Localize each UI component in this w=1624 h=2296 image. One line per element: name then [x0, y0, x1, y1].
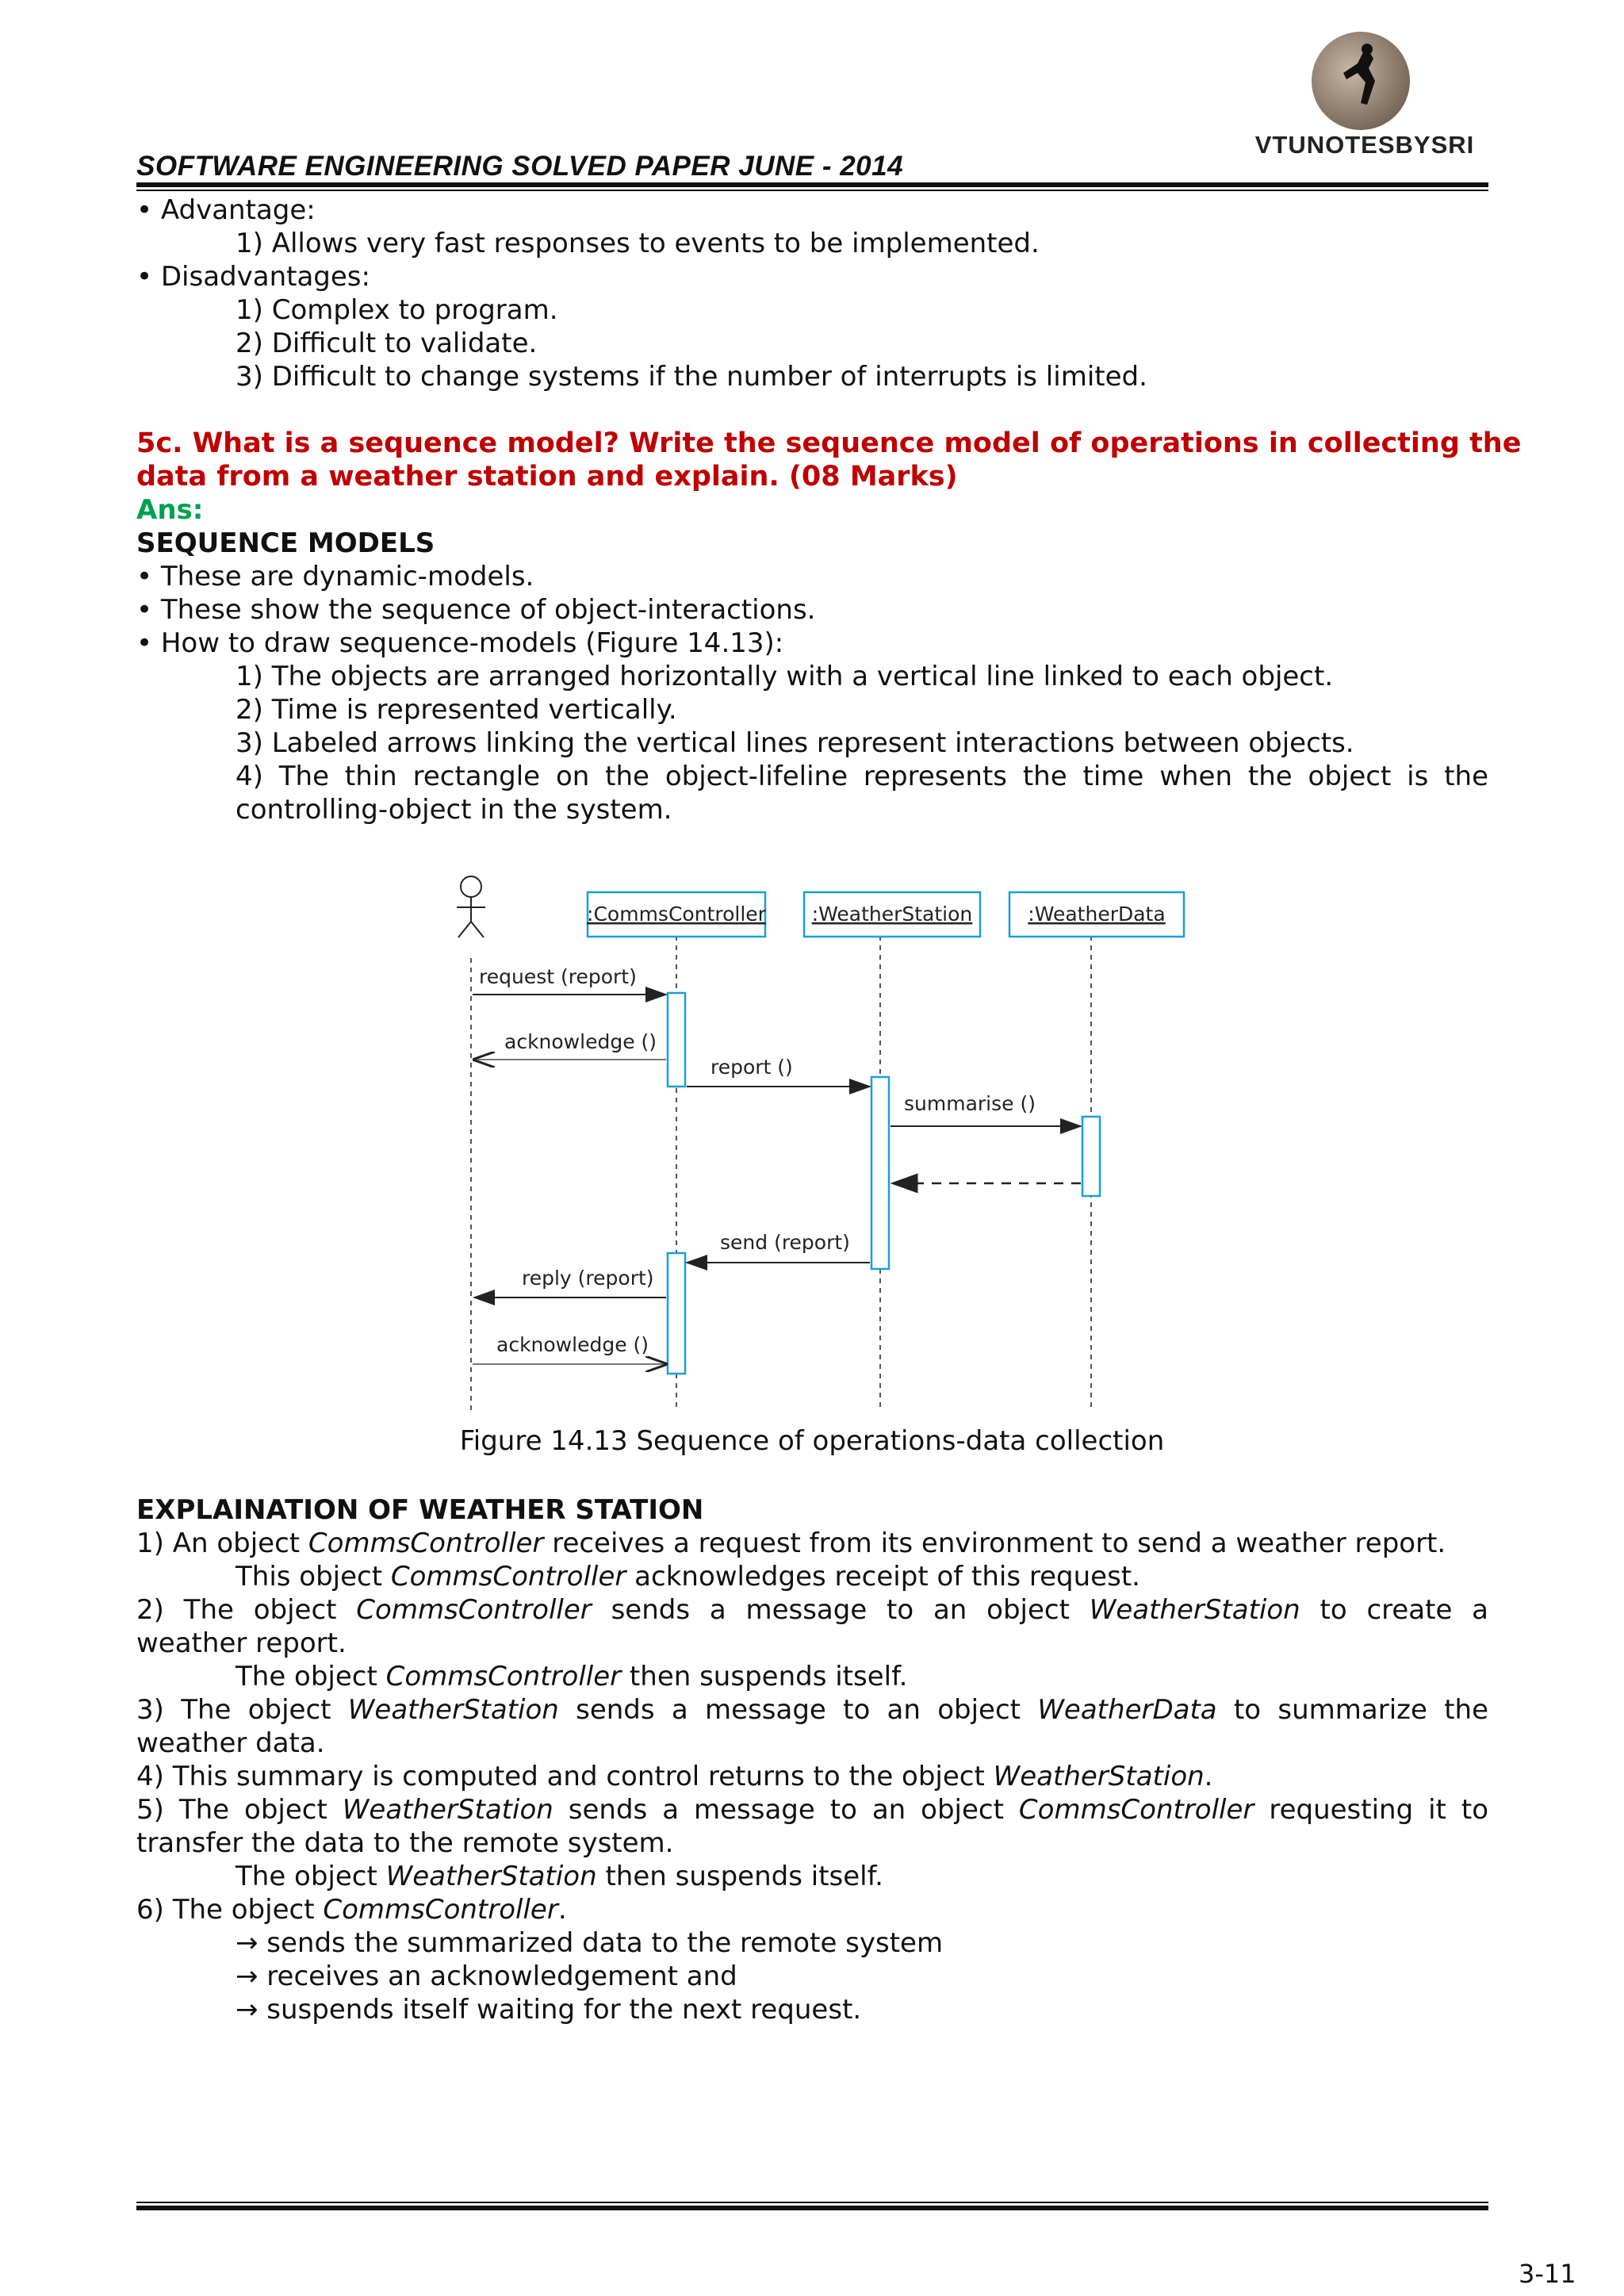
question-line-2: data from a weather station and explain. (08 Marks): [136, 461, 958, 493]
footer-rule-thin: [136, 2202, 1488, 2203]
figure-caption: Figure 14.13 Sequence of operations-data collection: [459, 1425, 1165, 1457]
bullet-item: • How to draw sequence-models (Figure 14.13):: [136, 627, 784, 659]
activation-bar: [1082, 1117, 1100, 1196]
answer-label: Ans:: [136, 494, 204, 526]
activation-bar: [668, 1253, 685, 1374]
step-item: 4) The thin rectangle on the object-lifeline represents the time when the object is the: [236, 761, 1488, 792]
page-content: [136, 194, 1522, 826]
object-label: :WeatherStation: [811, 903, 973, 926]
step-item: 1) The objects are arranged horizontally with a vertical line linked to each object.: [236, 661, 1334, 692]
arrow-item: → suspends itself waiting for the next request.: [236, 1994, 862, 2026]
bullet-item: • These show the sequence of object-interactions.: [136, 594, 816, 626]
advantage-label: • Advantage:: [136, 194, 316, 226]
explanation-section: EXPLAINATION OF WEATHER STATION 1) An object CommsController receives a request from its environment to send a weather report. This object CommsController acknowledges receipt of this request. 2) The object CommsController sends a message to an object WeatherStation to create a weather report. The object CommsController then suspends itself. 3) The object WeatherStation sends a message to an object WeatherData to summarize the weather data. 4) This summary is computed and control returns to the object WeatherStation. 5) The object WeatherStation sends a message to an object CommsController requesting it to transfer the data to the remote system. The object WeatherStation then suspends itself. 6) The object CommsController. → sends the summarized data to the remote system → receives an acknowledgement and → suspends itself waiting for the next request.: [136, 1494, 1489, 2026]
explanation-paragraph: 2) The object CommsController sends a message to an object WeatherStation to create a: [136, 1594, 1488, 1626]
object-label: :CommsController: [587, 903, 766, 926]
page-header-title: SOFTWARE ENGINEERING SOLVED PAPER JUNE - 2014: [136, 151, 904, 182]
activation-bar: [871, 1077, 889, 1269]
sequence-diagram: [428, 864, 1205, 1420]
explanation-paragraph: 3) The object WeatherStation sends a message to an object WeatherData to summarize the: [136, 1694, 1489, 1726]
message-label: acknowledge (): [504, 1030, 657, 1053]
step-item: 3) Labeled arrows linking the vertical lines represent interactions between objects.: [236, 727, 1354, 759]
climber-logo-icon: [1312, 32, 1410, 130]
disadvantage-item: 3) Difficult to change systems if the number of interrupts is limited.: [236, 361, 1147, 393]
explanation-paragraph: 5) The object WeatherStation sends a message to an object CommsController requesting it to: [136, 1794, 1489, 1826]
bullet-item: • These are dynamic-models.: [136, 561, 534, 592]
message-label: send (report): [720, 1231, 850, 1254]
actor-stick-figure-icon: [457, 876, 485, 937]
message-label: summarise (): [904, 1092, 1036, 1115]
step-item-continued: controlling-object in the system.: [236, 794, 672, 826]
header-rule-thin: [136, 190, 1488, 191]
message-label: reply (report): [522, 1267, 654, 1290]
page-number: 3-11: [1519, 2259, 1576, 2289]
disadvantage-item: 2) Difficult to validate.: [236, 328, 538, 359]
activation-bar: [668, 993, 685, 1087]
header-rule: [136, 182, 1488, 187]
message-label: acknowledge (): [496, 1333, 649, 1356]
step-item: 2) Time is represented vertically.: [236, 694, 677, 726]
object-label: :WeatherData: [1028, 903, 1166, 926]
explanation-heading: EXPLAINATION OF WEATHER STATION: [136, 1494, 704, 1526]
arrow-item: → receives an acknowledgement and: [236, 1961, 737, 1992]
footer-rule: [136, 2206, 1488, 2210]
question-line-1: 5c. What is a sequence model? Write the sequence model of operations in collecting the: [136, 427, 1522, 459]
section-heading: SEQUENCE MODELS: [136, 527, 435, 559]
arrow-item: → sends the summarized data to the remote system: [236, 1927, 944, 1959]
disadvantages-label: • Disadvantages:: [136, 261, 370, 293]
disadvantage-item: 1) Complex to program.: [236, 294, 558, 326]
advantage-item: 1) Allows very fast responses to events to be implemented.: [236, 228, 1040, 259]
message-label: request (report): [479, 965, 637, 988]
message-label: report (): [710, 1056, 793, 1079]
logo-text: VTUNOTESBYSRI: [1254, 131, 1475, 159]
